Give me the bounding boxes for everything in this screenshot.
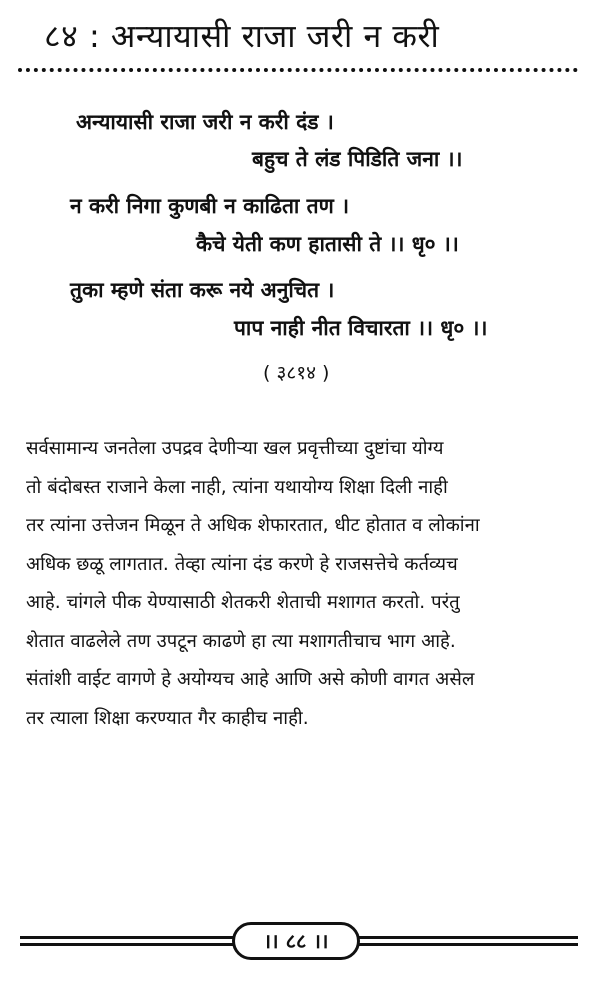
verse-line: कैचे येती कण हातासी ते ।। धृ० ।।	[196, 232, 459, 256]
page-number-frame	[232, 922, 360, 960]
verse-line: न करी निगा कुणबी न काढिता तण ।	[70, 194, 350, 218]
commentary-line: संतांशी वाईट वागणे हे अयोग्यच आहे आणि असे कोणी वागत असेल	[26, 669, 475, 690]
verse-number: ( ३८१४ )	[263, 362, 330, 384]
verse-line: बहुच ते लंड पिडिति जना ।।	[252, 147, 463, 171]
verse-line: अन्यायासी राजा जरी न करी दंड ।	[76, 110, 334, 134]
commentary-line: शेतात वाढलेले तण उपटून काढणे हा त्या मशागतीचाच भाग आहे.	[26, 630, 456, 652]
verse-line: तुका म्हणे संता करू नये अनुचित ।	[70, 278, 335, 302]
verse-line: पाप नाही नीत विचारता ।। धृ० ।।	[234, 316, 488, 340]
chapter-title: ८४ : अन्यायासी राजा जरी न करी	[44, 17, 440, 55]
commentary-line: आहे. चांगले पीक येण्यासाठी शेतकरी शेताची मशागत करतो. परंतु	[26, 592, 460, 613]
commentary-line: तो बंदोबस्त राजाने केला नाही, त्यांना यथायोग्य शिक्षा दिली नाही	[26, 476, 448, 498]
page-number: ।। ८८ ।।	[263, 929, 329, 953]
dotted-divider	[18, 68, 578, 72]
commentary-line: तर त्यांना उत्तेजन मिळून ते अधिक शेफारतात, धीट होतात व लोकांना	[26, 515, 480, 536]
commentary-paragraph	[26, 430, 578, 738]
commentary-line: सर्वसामान्य जनतेला उपद्रव देणीऱ्या खल प्रवृत्तीच्या दुष्टांचा योग्य	[26, 438, 444, 459]
commentary-line: तर त्याला शिक्षा करण्यात गैर काहीच नाही.	[26, 707, 309, 729]
commentary-line: अधिक छळू लागतात. तेव्हा त्यांना दंड करणे हे राजसत्तेचे कर्तव्यच	[26, 553, 458, 575]
